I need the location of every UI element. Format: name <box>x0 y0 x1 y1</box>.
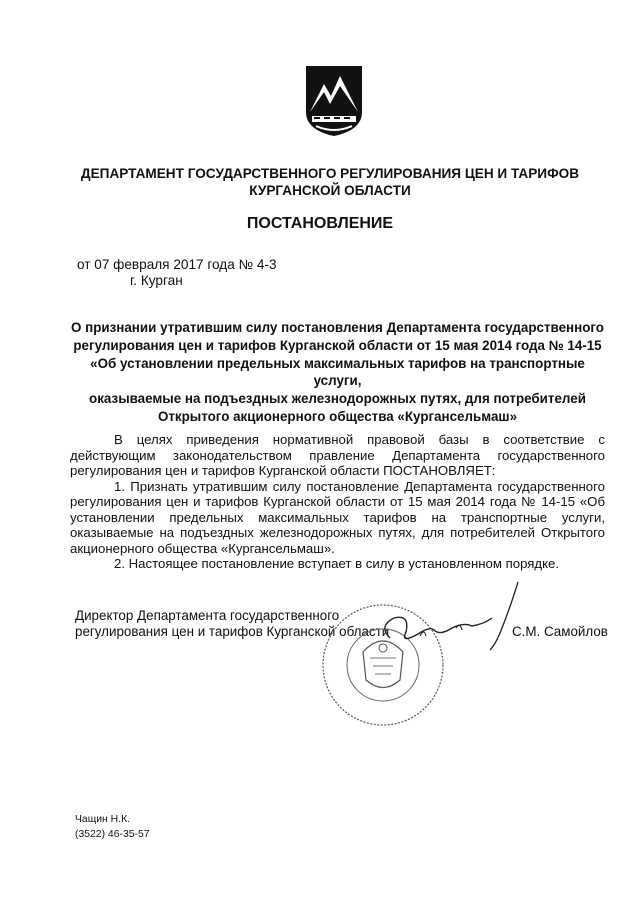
signer-position-line2: регулирования цен и тарифов Курганской области <box>75 624 390 639</box>
signature-icon <box>360 578 530 658</box>
coat-of-arms-icon <box>304 64 364 138</box>
department-name-line2: КУРГАНСКОЙ ОБЛАСТИ <box>249 183 411 198</box>
subject-line: регулирования цен и тарифов Курганской области от 15 мая 2014 года № 14-15 <box>73 337 602 353</box>
executor-phone: (3522) 46-35-57 <box>75 828 150 840</box>
document-body <box>70 432 605 572</box>
document-type: ПОСТАНОВЛЕНИЕ <box>246 215 394 232</box>
city: г. Курган <box>130 273 183 288</box>
document-subject <box>70 319 605 426</box>
subject-line: Открытого акционерного общества «Кургансельмаш» <box>157 408 518 424</box>
item-1-paragraph: 1. Признать утратившим силу постановление Департамента государственного регулирования цен и тарифов Курганской области от 15 мая 2014 года № 14-15 «Об установлении предельных максимальных тарифов на транспортные услуги, оказываемые на подъездных железнодорожных путях, для потребителей Открытого акционерного общества «Кургансельмаш». <box>70 478 605 556</box>
subject-line: оказываемые на подъездных железнодорожных путях, для потребителей <box>89 391 586 407</box>
signer-position-line1: Директор Департамента государственного <box>75 608 340 623</box>
subject-line: «Об установлении предельных максимальных тарифов на транспортные услуги, <box>90 355 585 389</box>
department-name-line1: ДЕПАРТАМЕНТ ГОСУДАРСТВЕННОГО РЕГУЛИРОВАНИЯ ЦЕН И ТАРИФОВ <box>80 166 580 181</box>
preamble-paragraph: В целях приведения нормативной правовой базы в соответствие с действующим законодательством правление Департамента государственного регулирования цен и тарифов Курганской области ПОСТАНОВЛЯЕТ: <box>70 432 605 478</box>
signer-name: С.М. Самойлов <box>512 624 608 639</box>
executor-info <box>75 813 150 842</box>
executor-name: Чащин Н.К. <box>75 814 131 825</box>
subject-line: О признании утратившим силу постановления Департамента государственного <box>70 320 604 335</box>
item-2-paragraph: 2. Настоящее постановление вступает в силу в установленном порядке. <box>114 556 560 571</box>
date-and-number: от 07 февраля 2017 года № 4-3 <box>77 257 277 272</box>
